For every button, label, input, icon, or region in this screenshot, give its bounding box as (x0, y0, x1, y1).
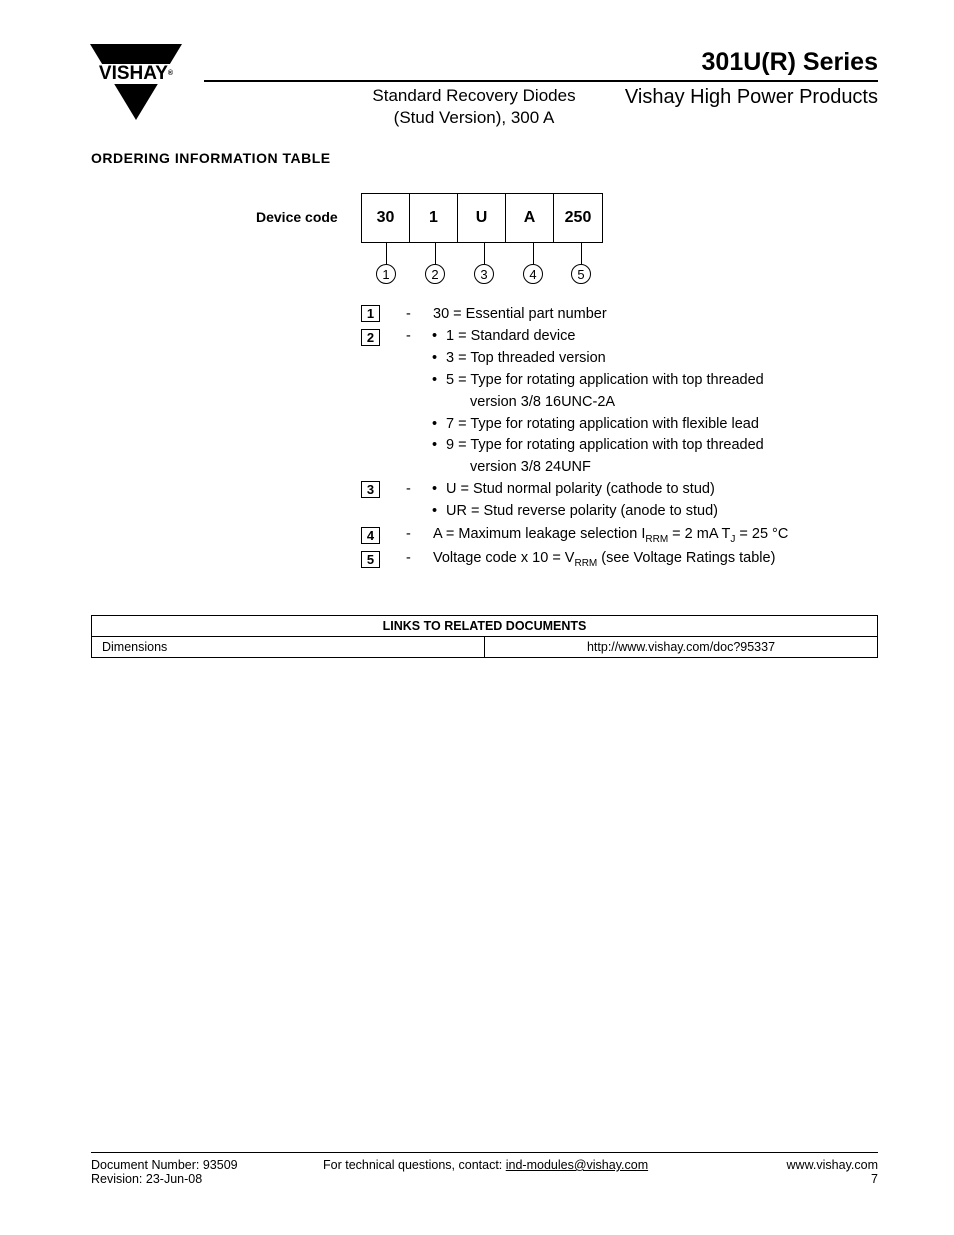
division-name: Vishay High Power Products (624, 86, 878, 108)
subtitle-line-2: (Stud Version), 300 A (393, 108, 555, 127)
code-cell-3: U (458, 194, 506, 242)
legend-2-bullet-5: • 9 = Type for rotating application with top threaded (432, 437, 764, 453)
legend-dash-1: - (406, 306, 411, 322)
leader-line-1 (386, 242, 387, 264)
device-code-label: Device code (256, 209, 338, 225)
legend-3-bullet-1: • U = Stud normal polarity (cathode to stud) (432, 481, 715, 497)
leader-line-2 (435, 242, 436, 264)
marker-circle-1: 1 (376, 264, 396, 284)
page-number: 7 (871, 1172, 878, 1186)
footer-contact (323, 1158, 648, 1172)
legend-text-5: Voltage code x $10 = V_{RRM}$ (see Voltage Ratings table) (433, 550, 776, 569)
legend-num-4: 4 (361, 527, 380, 544)
document-label: Dimensions (92, 637, 485, 658)
footer-site-info (787, 1158, 878, 1186)
marker-circle-4: 4 (523, 264, 543, 284)
device-code-box (361, 193, 603, 243)
related-documents-table (91, 615, 878, 658)
section-title: ORDERING INFORMATION TABLE (91, 150, 331, 166)
marker-circle-2: 2 (425, 264, 445, 284)
code-cell-5: 250 (564, 209, 592, 226)
legend-dash-5: - (406, 550, 411, 566)
code-cell-1: 30 (362, 194, 410, 242)
document-link[interactable]: http://www.vishay.com/doc?95337 (485, 637, 878, 658)
legend-num-3: 3 (361, 481, 380, 498)
legend-3-bullet-2: • UR = Stud reverse polarity (anode to stud) (432, 503, 718, 519)
legend-dash-2: - (406, 328, 411, 344)
marker-circle-3: 3 (474, 264, 494, 284)
logo-text: VISHAY (98, 63, 168, 84)
legend-2-bullet-3: • 5 = Type for rotating application with top threaded (432, 372, 764, 388)
vishay-logo (88, 44, 184, 120)
contact-email-link[interactable]: ind-modules@vishay.com (505, 1158, 649, 1172)
leader-line-3 (484, 242, 485, 264)
table-row (92, 637, 878, 658)
legend-text-1: 30 = Essential part number (433, 306, 607, 322)
header-rule (204, 80, 878, 82)
leader-line-4 (533, 242, 534, 264)
legend-text-4: A = Maximum leakage selection $I_{RRM} = 2$ mA $T_J = 25$ °C (433, 526, 789, 545)
website-link[interactable]: www.vishay.com (786, 1158, 878, 1172)
legend-num-1: 1 (361, 305, 380, 322)
code-cell-2: 1 (410, 194, 458, 242)
marker-circle-5: 5 (571, 264, 591, 284)
revision-date: Revision: 23-Jun-08 (91, 1172, 203, 1186)
legend-2-bullet-3-cont: version 3/8 16UNC-2A (470, 394, 616, 410)
legend-2-bullet-2: • 3 = Top threaded version (432, 350, 606, 366)
legend-2-bullet-1: • 1 = Standard device (432, 328, 575, 344)
legend-dash-4: - (406, 526, 411, 542)
leader-line-5 (581, 242, 582, 264)
registered-mark: ® (167, 70, 174, 77)
series-title: 301U(R) Series (701, 48, 878, 76)
legend-num-5: 5 (361, 551, 380, 568)
product-subtitle (352, 85, 596, 129)
legend-2-bullet-5-cont: version 3/8 24UNF (470, 459, 591, 475)
legend-2-bullet-4: • 7 = Type for rotating application with flexible lead (432, 416, 759, 432)
footer-rule (91, 1152, 878, 1153)
code-cell-4: A (506, 194, 554, 242)
subtitle-line-1: Standard Recovery Diodes (372, 86, 576, 105)
legend-num-2: 2 (361, 329, 380, 346)
legend-dash-3: - (406, 481, 411, 497)
document-number: Document Number: 93509 (91, 1158, 238, 1172)
related-documents-header: LINKS TO RELATED DOCUMENTS (92, 616, 878, 637)
contact-prefix: For technical questions, contact: (323, 1158, 506, 1172)
footer-doc-info (91, 1158, 238, 1186)
